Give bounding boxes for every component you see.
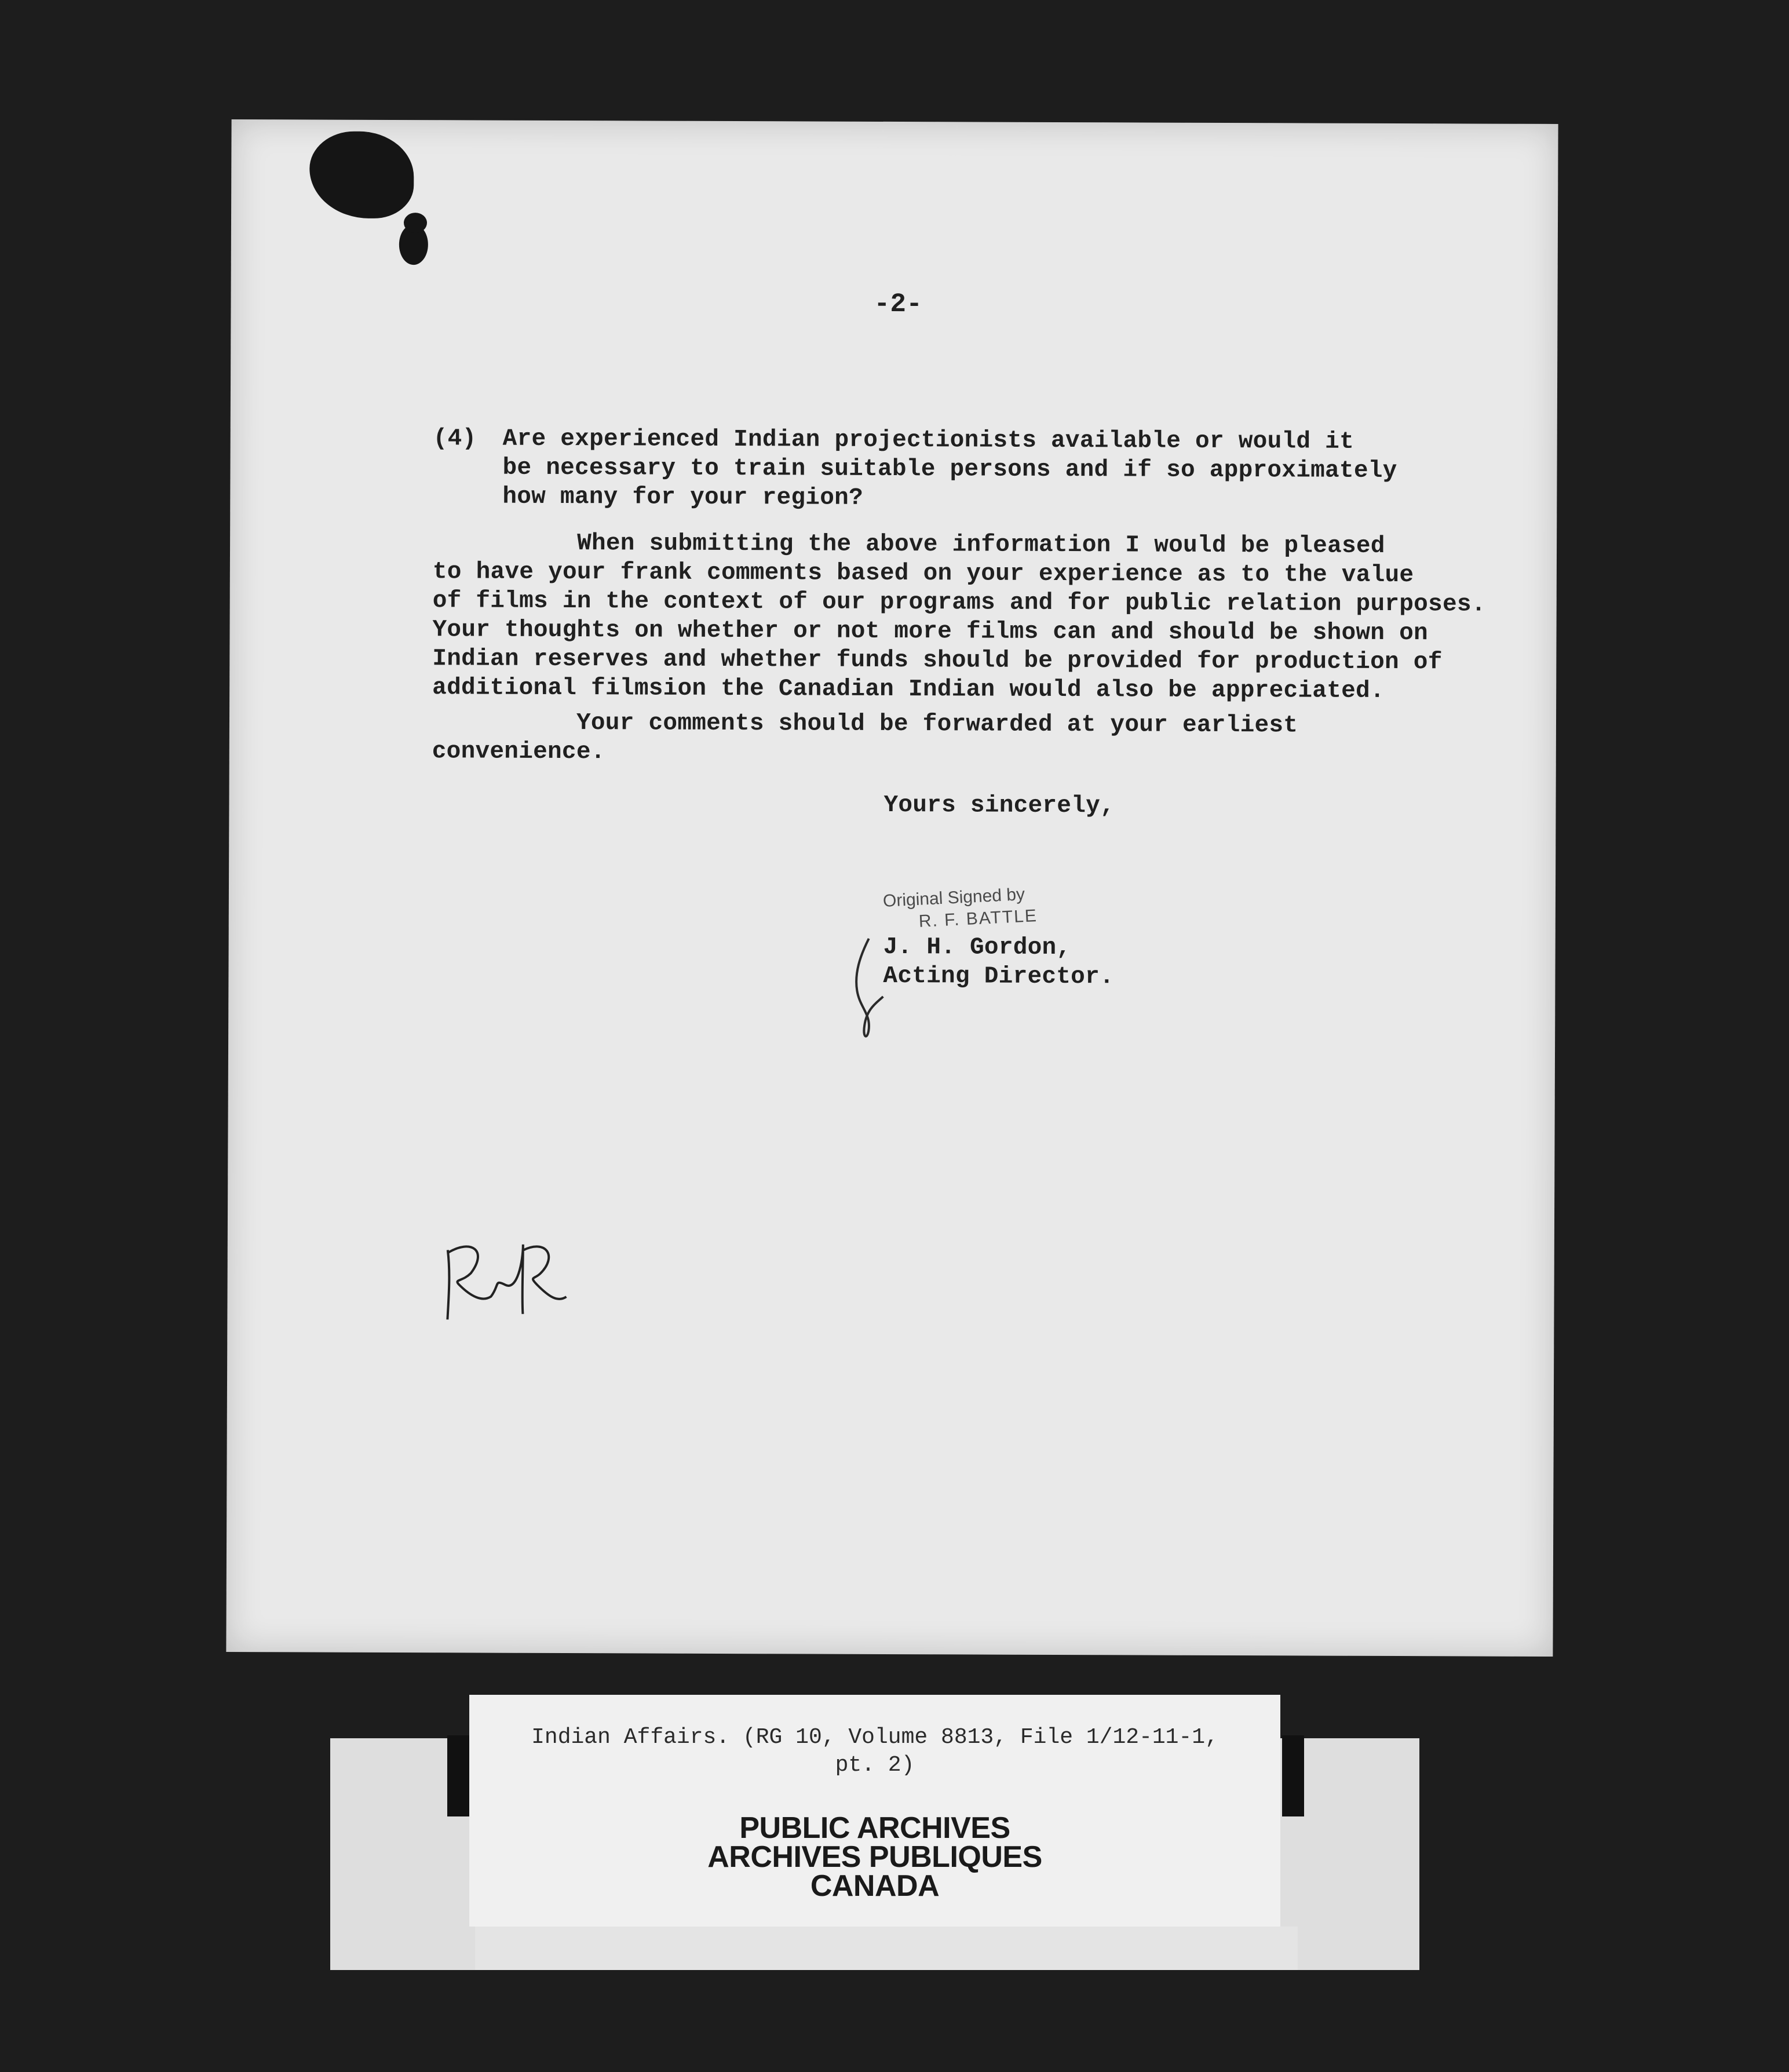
archive-label bbox=[469, 1695, 1280, 1927]
signatory-name: J. H. Gordon, bbox=[883, 933, 1071, 962]
handwritten-initials bbox=[436, 1227, 575, 1326]
page-number: -2- bbox=[874, 289, 923, 320]
item-number: (4) bbox=[433, 425, 477, 453]
ink-blot bbox=[404, 213, 427, 233]
archive-label-strip bbox=[475, 1927, 1298, 1970]
archive-citation: Indian Affairs. (RG 10, Volume 8813, File 1/12-11-1, pt. 2) bbox=[531, 1725, 1218, 1778]
signatory-title: Acting Director. bbox=[883, 962, 1115, 991]
label-tab bbox=[1282, 1735, 1304, 1816]
stamp-line: Original Signed by bbox=[882, 884, 1025, 911]
letter-page bbox=[226, 119, 1558, 1657]
item-question: Are experienced Indian projectionists available or would it be necessary to train suitable persons and if so approximately how many for your region? bbox=[502, 425, 1397, 512]
closing-salutation: Yours sincerely, bbox=[883, 791, 1115, 820]
paragraph-forwarding: Your comments should be forwarded at your earliest convenience. bbox=[432, 709, 1298, 766]
stamp-name: R. F. BATTLE bbox=[918, 906, 1038, 931]
paragraph-comments-request: When submitting the above information I would be pleased to have your frank comments based on your experience as to the value of films in the context of our programs and for public relation purposes. Your thoughts on whether or not more films can and should be shown on Indian reserves and whether funds should be provided for production of additional filmsion the Canadian Indian would also be appreciated. bbox=[432, 530, 1486, 705]
signature-block bbox=[883, 933, 1114, 991]
handwritten-signature-mark bbox=[837, 933, 901, 1043]
ink-blot bbox=[309, 131, 414, 218]
signature-stamp bbox=[882, 883, 1038, 935]
archives-name: PUBLIC ARCHIVES ARCHIVES PUBLIQUES CANADA bbox=[707, 1811, 1042, 1903]
label-tab bbox=[447, 1735, 469, 1816]
